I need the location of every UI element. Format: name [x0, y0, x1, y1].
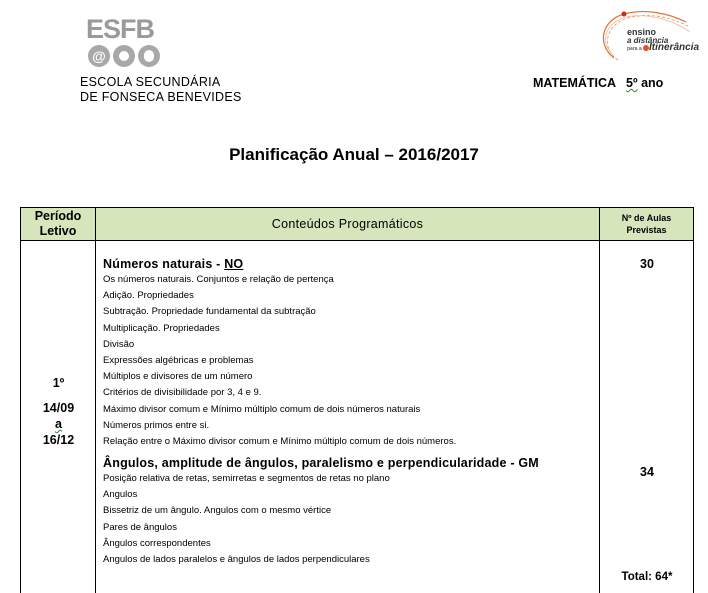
- school-name: [80, 75, 242, 105]
- page-title: Planificação Anual – 2016/2017: [229, 145, 479, 164]
- esfb-logo-text: ESFB: [86, 14, 155, 44]
- list-item: Critérios de divisibilidade por 3, 4 e 9.: [103, 387, 262, 399]
- section-title: [103, 256, 593, 272]
- header-contents: [96, 208, 600, 241]
- esfb-logo-emblem-icon: [86, 42, 170, 72]
- period-number: 1º: [52, 376, 65, 390]
- section-code: GM: [518, 456, 539, 471]
- list-item: Subtração. Propriedade fundamental da subtração: [103, 306, 316, 318]
- list-item: Divisão: [103, 338, 135, 350]
- ead-logo: [594, 8, 706, 64]
- list-item: Multiplicação. Propriedades: [103, 322, 220, 334]
- svg-text:@: @: [92, 48, 106, 64]
- section-title-main: Números naturais: [103, 257, 213, 271]
- header-lessons: [600, 208, 693, 241]
- list-item: Múltiplos e divisores de um número: [103, 371, 253, 383]
- header-period-line1: Período: [34, 209, 82, 223]
- period-end: 16/12: [42, 433, 75, 447]
- list-item: Expressões algébricas e problemas: [103, 354, 254, 366]
- period-start: 14/09: [42, 401, 75, 415]
- section-title: [103, 455, 593, 471]
- list-item: Os números naturais. Conjuntos e relação de pertença: [103, 274, 334, 285]
- list-item: Adição. Propriedades: [103, 290, 194, 302]
- section-lessons: 34: [640, 465, 654, 479]
- section-title-sep: -: [506, 456, 519, 471]
- school-name-line2: DE FONSECA BENEVIDES: [80, 90, 242, 104]
- list-item: Angulos: [103, 489, 138, 501]
- lessons-total: Total: 64*: [621, 571, 673, 583]
- column-divider: [599, 241, 600, 593]
- period-connector: a: [55, 417, 62, 431]
- ead-logo-line3: para a: [627, 46, 642, 52]
- list-item: Pares de ângulos: [103, 521, 177, 533]
- ead-logo-line1: ensino: [627, 27, 657, 37]
- section-code: NO: [224, 257, 244, 271]
- grade-number: 5º: [626, 76, 638, 90]
- subject-grade: [533, 76, 663, 90]
- list-item: Máximo divisor comum e Mínimo múltiplo comum de dois números naturais: [103, 403, 421, 415]
- section-lessons: 30: [640, 257, 654, 271]
- esfb-logo: [86, 16, 170, 74]
- section-title-sep: -: [212, 257, 225, 271]
- ead-logo-line4: Itinerância: [649, 42, 700, 53]
- list-item: Ângulos correspondentes: [103, 537, 211, 549]
- contents-cell: [103, 256, 593, 568]
- list-item: Angulos de lados paralelos e ângulos de lados perpendiculares: [103, 554, 370, 565]
- list-item: Posição relativa de retas, semirretas e segmentos de retas no plano: [103, 473, 390, 485]
- school-name-line1: ESCOLA SECUNDÁRIA: [80, 75, 221, 89]
- period-cell: [21, 375, 96, 448]
- header-period-line2: Letivo: [39, 224, 77, 238]
- header-contents-label: Conteúdos Programáticos: [271, 217, 424, 231]
- header-lessons-line1: Nº de Aulas: [621, 213, 672, 223]
- section-title-main: Ângulos, amplitude de ângulos, paralelismo e perpendicularidade: [103, 456, 507, 471]
- planning-table: [20, 207, 694, 593]
- header-lessons-line2: Previstas: [626, 225, 667, 235]
- header-period: [21, 208, 96, 241]
- list-item: Números primos entre si.: [103, 419, 210, 431]
- ead-logo-line2: a distância: [627, 36, 669, 45]
- list-item: Relação entre o Máximo divisor comum e Mínimo múltiplo comum de dois números.: [103, 435, 457, 447]
- grade-suffix: ano: [641, 76, 664, 90]
- list-item: Bissetriz de um ângulo. Angulos com o mesmo vértice: [103, 505, 332, 517]
- subject-label: MATEMÁTICA: [533, 76, 616, 90]
